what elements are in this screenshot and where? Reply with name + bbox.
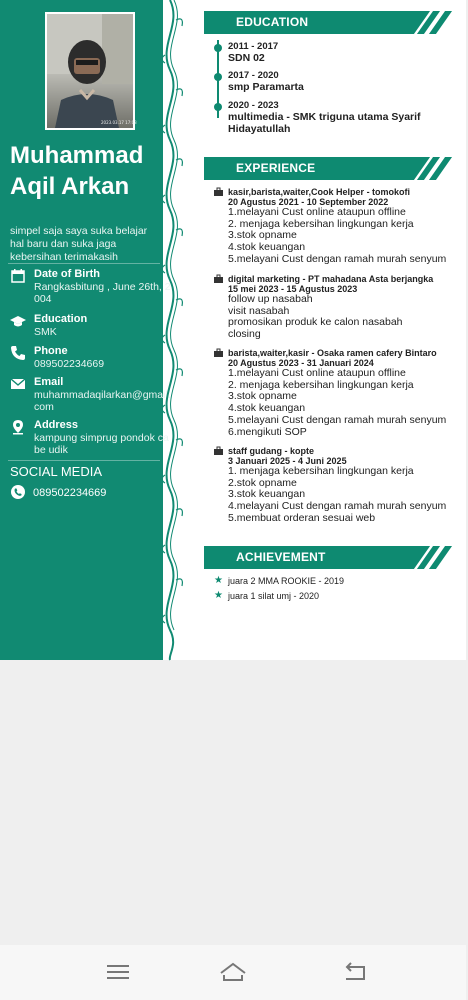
experience-role: staff gudang - kopte	[228, 446, 314, 456]
whatsapp-icon	[10, 484, 26, 500]
phone-value: 089502234669	[34, 358, 105, 370]
achievement-text: juara 2 MMA ROOKIE - 2019	[228, 576, 345, 586]
experience-header	[204, 157, 454, 180]
experience-dates: 20 Agustus 2021 - 10 September 2022	[228, 197, 389, 207]
address-label: Address	[34, 419, 79, 431]
vine-ornament	[160, 0, 186, 660]
sidebar	[0, 0, 171, 660]
name-line-1: Muhammad	[10, 142, 144, 169]
graduation-cap-icon	[10, 313, 26, 329]
profile-photo	[45, 12, 135, 130]
experience-description: follow up nasabah visit nasabah promosikan produk ke calon nasabah closing	[228, 293, 403, 341]
achievement-header	[204, 546, 454, 569]
education-years: 2017 - 2020	[228, 70, 279, 81]
briefcase-icon	[214, 188, 223, 196]
profile-name	[10, 140, 162, 202]
experience-role: digital marketing - PT mahadana Asta berjangka	[228, 274, 434, 284]
phone-icon	[10, 345, 26, 361]
email-value: muhammadaqilarkan@gmail.com	[34, 389, 171, 413]
back-icon[interactable]	[340, 959, 370, 985]
education-years: 2020 - 2023	[228, 100, 279, 111]
experience-dates: 3 Januari 2025 - 4 Juni 2025	[228, 456, 347, 466]
home-icon[interactable]	[218, 959, 248, 985]
menu-icon[interactable]	[103, 959, 133, 985]
experience-dates: 20 Agustus 2023 - 31 Januari 2024	[228, 358, 374, 368]
briefcase-icon	[214, 447, 223, 455]
star-icon: ★	[214, 590, 223, 601]
whatsapp-number: 089502234669	[33, 487, 107, 499]
education-school: SDN 02	[228, 52, 265, 64]
phone-label: Phone	[34, 345, 68, 357]
achievement-text: juara 1 silat umj - 2020	[228, 591, 320, 601]
education-years: 2011 - 2017	[228, 41, 279, 52]
divider	[8, 263, 160, 264]
education-value: SMK	[34, 326, 57, 338]
experience-description: 1.melayani Cust online ataupun offline 2. menjaga kebersihan lingkungan kerja 3.stok opname 4.stok keuangan 5.melayani Cust dengan ramah murah senyum 6.mengikuti SOP	[228, 367, 447, 438]
experience-title: EXPERIENCE	[236, 161, 316, 175]
email-label: Email	[34, 376, 64, 388]
education-school: multimedia - SMK triguna utama Syarif Hidayatullah	[228, 111, 421, 135]
education-school: smp Paramarta	[228, 81, 304, 93]
experience-description: 1. menjaga kebersihan lingkungan kerja 2.stok opname 3.stok keuangan 4.melayani Cust dengan ramah murah senyum 5.membuat orderan sesuai web	[228, 465, 447, 524]
experience-role: kasir,barista,waiter,Cook Helper - tomokofi	[228, 187, 411, 197]
system-navigation-bar	[0, 945, 466, 1000]
education-label: Education	[34, 313, 88, 325]
calendar-icon	[10, 268, 26, 284]
birth-label: Date of Birth	[34, 268, 100, 280]
achievement-title: ACHIEVEMENT	[236, 550, 326, 564]
experience-description: 1.melayani Cust online ataupun offline 2. menjaga kebersihan lingkungan kerja 3.stok opname 4.stok keuangan 5.melayani Cust dengan ramah murah senyum	[228, 206, 447, 265]
name-line-2: Aqil Arkan	[10, 173, 130, 200]
location-pin-icon	[10, 419, 26, 435]
experience-dates: 15 mei 2023 - 15 Agustus 2023	[228, 284, 358, 294]
education-title: EDUCATION	[236, 15, 309, 29]
experience-role: barista,waiter,kasir - Osaka ramen cafery Bintaro	[228, 348, 437, 358]
birth-value: Rangkasbitung , June 26th, 2004	[34, 281, 171, 305]
divider	[8, 460, 160, 461]
star-icon: ★	[214, 575, 223, 586]
briefcase-icon	[214, 275, 223, 283]
address-value: kampung simprug pondok cabe udik	[34, 432, 169, 456]
briefcase-icon	[214, 349, 223, 357]
mail-icon	[10, 376, 26, 392]
education-header	[204, 11, 454, 34]
profile-bio: simpel saja saya suka belajar hal baru dan suka jaga kebersihan terimakasih	[10, 225, 148, 263]
photo-caption: 2023.03.17 17:03	[101, 120, 137, 125]
social-title: SOCIAL MEDIA	[10, 464, 102, 479]
